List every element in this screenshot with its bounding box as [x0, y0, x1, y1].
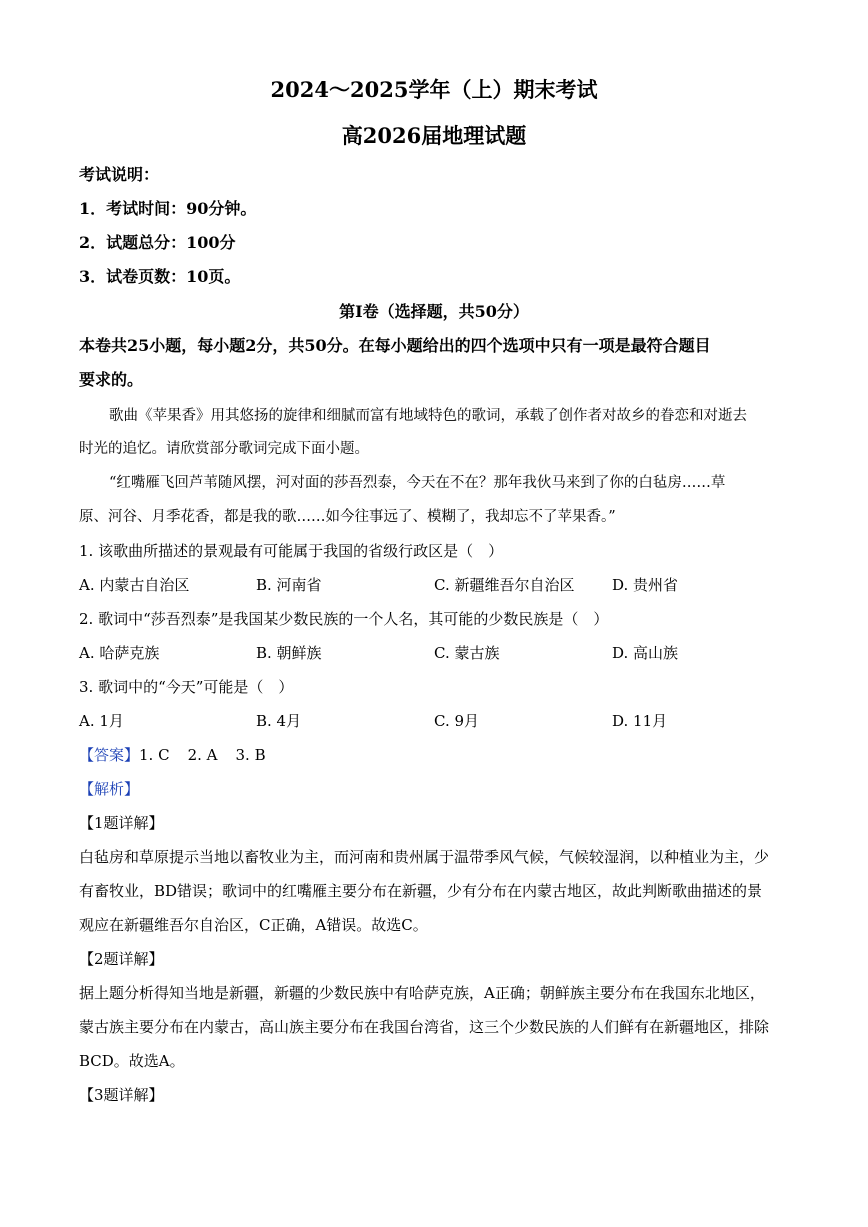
option-d: D. 高山族 [612, 644, 679, 662]
option-a: A. 哈萨克族 [79, 644, 160, 662]
option-b: B. 河南省 [256, 576, 322, 594]
exam-subtitle: 高2026届地理试题 [341, 123, 527, 148]
option-d: D. 贵州省 [612, 576, 679, 594]
passage-lyrics: “红嘴雁飞回芦苇随风摆，河对面的莎吾烈泰，今天在不在？那年我伙马来到了你的白毡房……草 [109, 475, 726, 491]
instructions-heading: 考试说明： [79, 165, 160, 184]
option-a: A. 内蒙古自治区 [79, 576, 190, 594]
exam-title: 2024～2025学年（上）期末考试 [270, 77, 598, 102]
answer-item: 2. A [187, 746, 218, 764]
option-b: B. 朝鲜族 [256, 644, 322, 662]
passage-lyrics: 原、河谷、月季花香，都是我的歌……如今往事远了、模糊了，我却忘不了苹果香。” [79, 509, 616, 525]
answer-item: 3. B [235, 746, 266, 764]
section-description: 本卷共25小题，每小题2分，共50分。在每小题给出的四个选项中只有一项是最符合题目 [79, 336, 711, 355]
passage-intro: 歌曲《苹果香》用其悠扬的旋律和细腻而富有地域特色的歌词，承载了创作者对故乡的眷恋和对逝去 [109, 408, 747, 424]
q3-analysis-heading: 【3题详解】 [79, 1086, 164, 1104]
q1-analysis-text: 白毡房和草原提示当地以畜牧业为主，而河南和贵州属于温带季风气候，气候较湿润，以种植业为主，少 [79, 848, 770, 866]
option-c: C. 9月 [434, 712, 480, 730]
section-title: 第Ⅰ卷（选择题，共50分） [339, 302, 529, 321]
q1-analysis-heading: 【1题详解】 [79, 814, 164, 832]
option-c: C. 蒙古族 [434, 644, 500, 662]
option-a: A. 1月 [79, 712, 124, 730]
q2-analysis-text: 蒙古族主要分布在内蒙古，高山族主要分布在我国台湾省，这三个少数民族的人们鲜有在新疆地区，排除 [79, 1018, 770, 1036]
passage-intro: 时光的追忆。请欣赏部分歌词完成下面小题。 [79, 441, 369, 457]
instruction-item: 1．考试时间：90分钟。 [79, 199, 257, 218]
q2-analysis-heading: 【2题详解】 [79, 950, 164, 968]
question-stem: 2. 歌词中“莎吾烈泰”是我国某少数民族的一个人名，其可能的少数民族是（ ） [79, 610, 609, 628]
q2-analysis-text: BCD。故选A。 [79, 1052, 185, 1070]
question-stem: 1. 该歌曲所描述的景观最有可能属于我国的省级行政区是（ ） [79, 542, 504, 560]
option-d: D. 11月 [612, 712, 668, 730]
instruction-item: 3．试卷页数：10页。 [79, 267, 241, 286]
option-b: B. 4月 [256, 712, 302, 730]
analysis-label: 【解析】 [79, 780, 140, 798]
q1-analysis-text: 有畜牧业，BD错误；歌词中的红嘴雁主要分布在新疆，少有分布在内蒙古地区，故此判断歌曲描述的景 [79, 882, 763, 900]
question-stem: 3. 歌词中的“今天”可能是（ ） [79, 678, 294, 696]
q1-analysis-text: 观应在新疆维吾尔自治区，C正确，A错误。故选C。 [79, 916, 428, 934]
q2-analysis-text: 据上题分析得知当地是新疆，新疆的少数民族中有哈萨克族，A正确；朝鲜族主要分布在我国东北地区， [79, 984, 765, 1002]
answer-label: 【答案】 [79, 746, 140, 764]
option-c: C. 新疆维吾尔自治区 [434, 576, 575, 594]
answer-item: 1. C [139, 746, 170, 764]
section-description: 要求的。 [79, 370, 144, 389]
instruction-item: 2．试题总分：100分 [79, 233, 236, 252]
answer-row [79, 743, 789, 767]
